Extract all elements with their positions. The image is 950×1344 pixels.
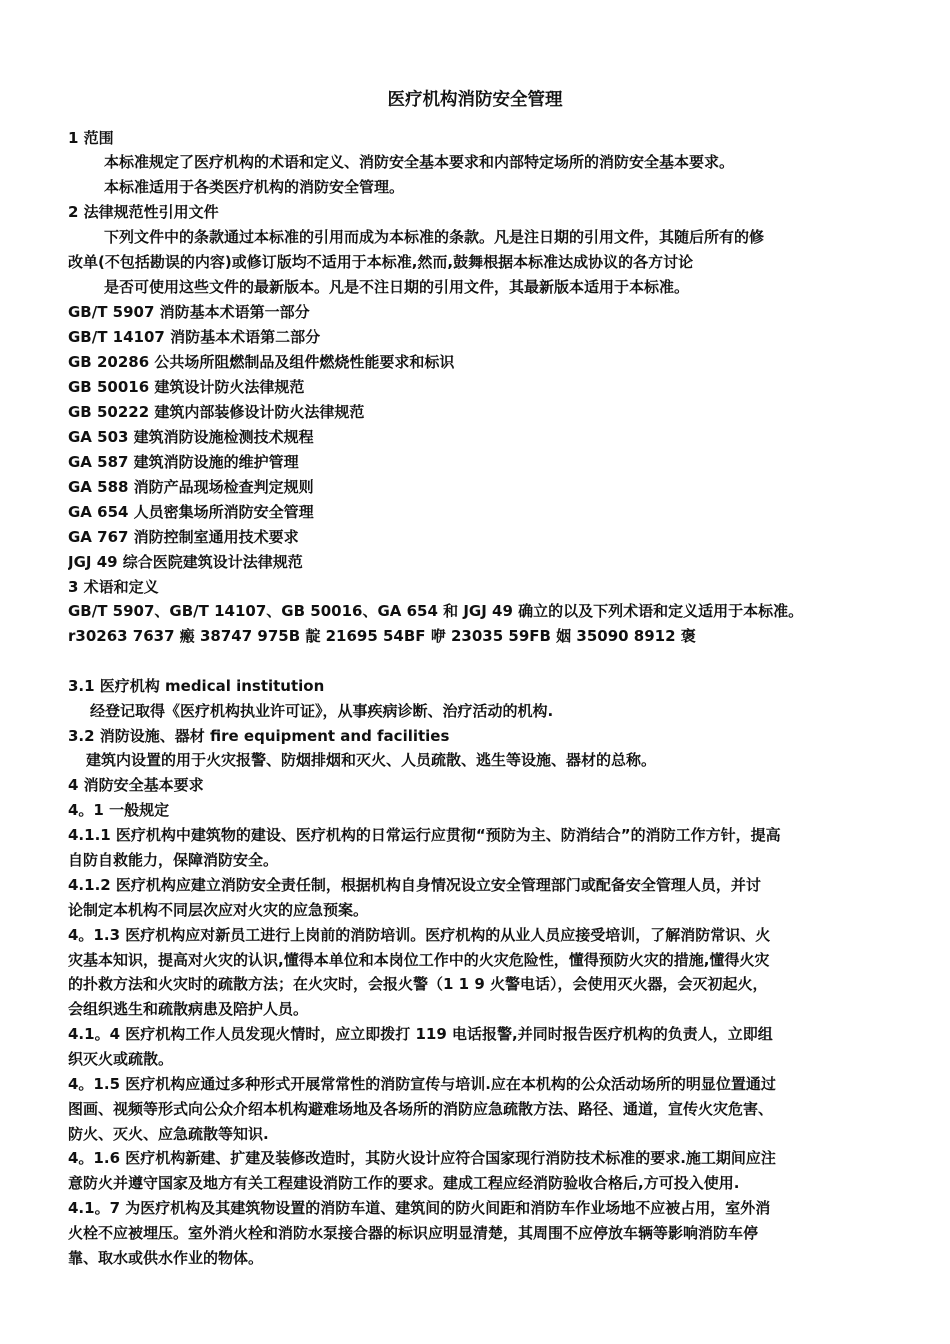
reference-line: GA 587 建筑消防设施的维护管理: [68, 453, 299, 471]
subsection-4-1-heading: 4。1 一般规定: [68, 801, 170, 819]
paragraph-line: GB/T 5907、GB/T 14107、GB 50016、GA 654 和 JGJ 49 确立的以及下列术语和定义适用于本标准。: [68, 602, 804, 620]
paragraph-line: 4。1.3 医疗机构应对新员工进行上岗前的消防培训。医疗机构的从业人员应接受培训，了解消防常识、火: [68, 926, 771, 944]
paragraph-line: 是否可使用这些文件的最新版本。凡是不注日期的引用文件，其最新版本适用于本标准。: [104, 278, 690, 296]
paragraph-line: 下列文件中的条款通过本标准的引用而成为本标准的条款。凡是注日期的引用文件，其随后所有的修: [104, 228, 765, 246]
term-definition: 建筑内设置的用于火灾报警、防烟排烟和灭火、人员疏散、逃生等设施、器材的总称。: [86, 751, 657, 769]
section-1-heading: 1 范围: [68, 129, 114, 147]
document-title: 医疗机构消防安全管理: [387, 90, 563, 110]
paragraph-line: 靠、取水或供水作业的物体。: [68, 1249, 264, 1267]
reference-line: GB/T 14107 消防基本术语第二部分: [68, 328, 321, 346]
paragraph-line: 论制定本机构不同层次应对火灾的应急预案。: [68, 901, 369, 919]
reference-line: GA 654 人员密集场所消防安全管理: [68, 503, 314, 521]
paragraph-line: 4.1.1 医疗机构中建筑物的建设、医疗机构的日常运行应贯彻“预防为主、防消结合”的消防工作方针，提高: [68, 826, 781, 844]
paragraph-line: 的扑救方法和火灾时的疏散方法；在火灾时，会报火警（1 1 9 火警电话），会使用灭火器，会灭初起火，: [68, 975, 768, 993]
section-2-heading: 2 法律规范性引用文件: [68, 203, 219, 221]
paragraph-line: 4。1.6 医疗机构新建、扩建及装修改造时，其防火设计应符合国家现行消防技术标准的要求.施工期间应注: [68, 1149, 776, 1167]
paragraph-line: 会组织逃生和疏散病患及陪护人员。: [68, 1000, 309, 1018]
paragraph-line: 图画、视频等形式向公众介绍本机构避难场地及各场所的消防应急疏散方法、路径、通道，宣传火灾危害、: [68, 1100, 774, 1118]
paragraph-line: 4.1。4 医疗机构工作人员发现火情时，应立即拨打 119 电话报警,并同时报告医疗机构的负责人，立即组: [68, 1025, 773, 1043]
paragraph-line: 火栓不应被埋压。室外消火栓和消防水泵接合器的标识应明显清楚，其周围不应停放车辆等影响消防车停: [68, 1224, 759, 1242]
paragraph-line: 织灭火或疏散。: [68, 1050, 174, 1068]
term-definition: 经登记取得《医疗机构执业许可证》，从事疾病诊断、治疗活动的机构.: [90, 702, 554, 720]
term-3-2-heading: 3.2 消防设施、器材 fire equipment and facilities: [68, 727, 450, 745]
paragraph-line: 4.1。7 为医疗机构及其建筑物设置的消防车道、建筑间的防火间距和消防车作业场地不应被占用，室外消: [68, 1199, 771, 1217]
paragraph-line: 改单(不包括勘误的内容)或修订版均不适用于本标准,然而,鼓舞根据本标准达成协议的各方讨论: [68, 253, 694, 271]
paragraph-line: 4.1.2 医疗机构应建立消防安全责任制，根据机构自身情况设立安全管理部门或配备安全管理人员，并讨: [68, 876, 761, 894]
reference-line: GB 50222 建筑内部装修设计防火法律规范: [68, 403, 365, 421]
section-4-heading: 4 消防安全基本要求: [68, 776, 204, 794]
section-3-heading: 3 术语和定义: [68, 578, 159, 596]
paragraph-line: 灾基本知识，提高对火灾的认识,懂得本单位和本岗位工作中的火灾危险性，懂得预防火灾的措施,懂得火灾: [68, 951, 770, 969]
paragraph-line: 本标准适用于各类医疗机构的消防安全管理。: [104, 178, 405, 196]
paragraph-line: 防火、灭火、应急疏散等知识.: [68, 1125, 269, 1143]
reference-line: GB/T 5907 消防基本术语第一部分: [68, 303, 310, 321]
paragraph-line: 意防火并遵守国家及地方有关工程建设消防工作的要求。建成工程应经消防验收合格后,方可投入使用.: [68, 1174, 740, 1192]
reference-line: GA 767 消防控制室通用技术要求: [68, 528, 299, 546]
garbled-text-line: r30263 7637 瘢 38747 975B 靛 21695 54BF 咿 23035 59FB 姻 35090 8912 褒: [68, 627, 696, 645]
reference-line: GA 503 建筑消防设施检测技术规程: [68, 428, 314, 446]
reference-line: GB 50016 建筑设计防火法律规范: [68, 378, 305, 396]
paragraph-line: 本标准规定了医疗机构的术语和定义、消防安全基本要求和内部特定场所的消防安全基本要求。: [104, 153, 735, 171]
paragraph-line: 自防自救能力，保障消防安全。: [68, 851, 279, 869]
reference-line: GA 588 消防产品现场检查判定规则: [68, 478, 314, 496]
term-3-1-heading: 3.1 医疗机构 medical institution: [68, 677, 325, 695]
reference-line: JGJ 49 综合医院建筑设计法律规范: [68, 553, 303, 571]
paragraph-line: 4。1.5 医疗机构应通过多种形式开展常常性的消防宣传与培训.应在本机构的公众活动场所的明显位置通过: [68, 1075, 776, 1093]
reference-line: GB 20286 公共场所阻燃制品及组件燃烧性能要求和标识: [68, 353, 455, 371]
